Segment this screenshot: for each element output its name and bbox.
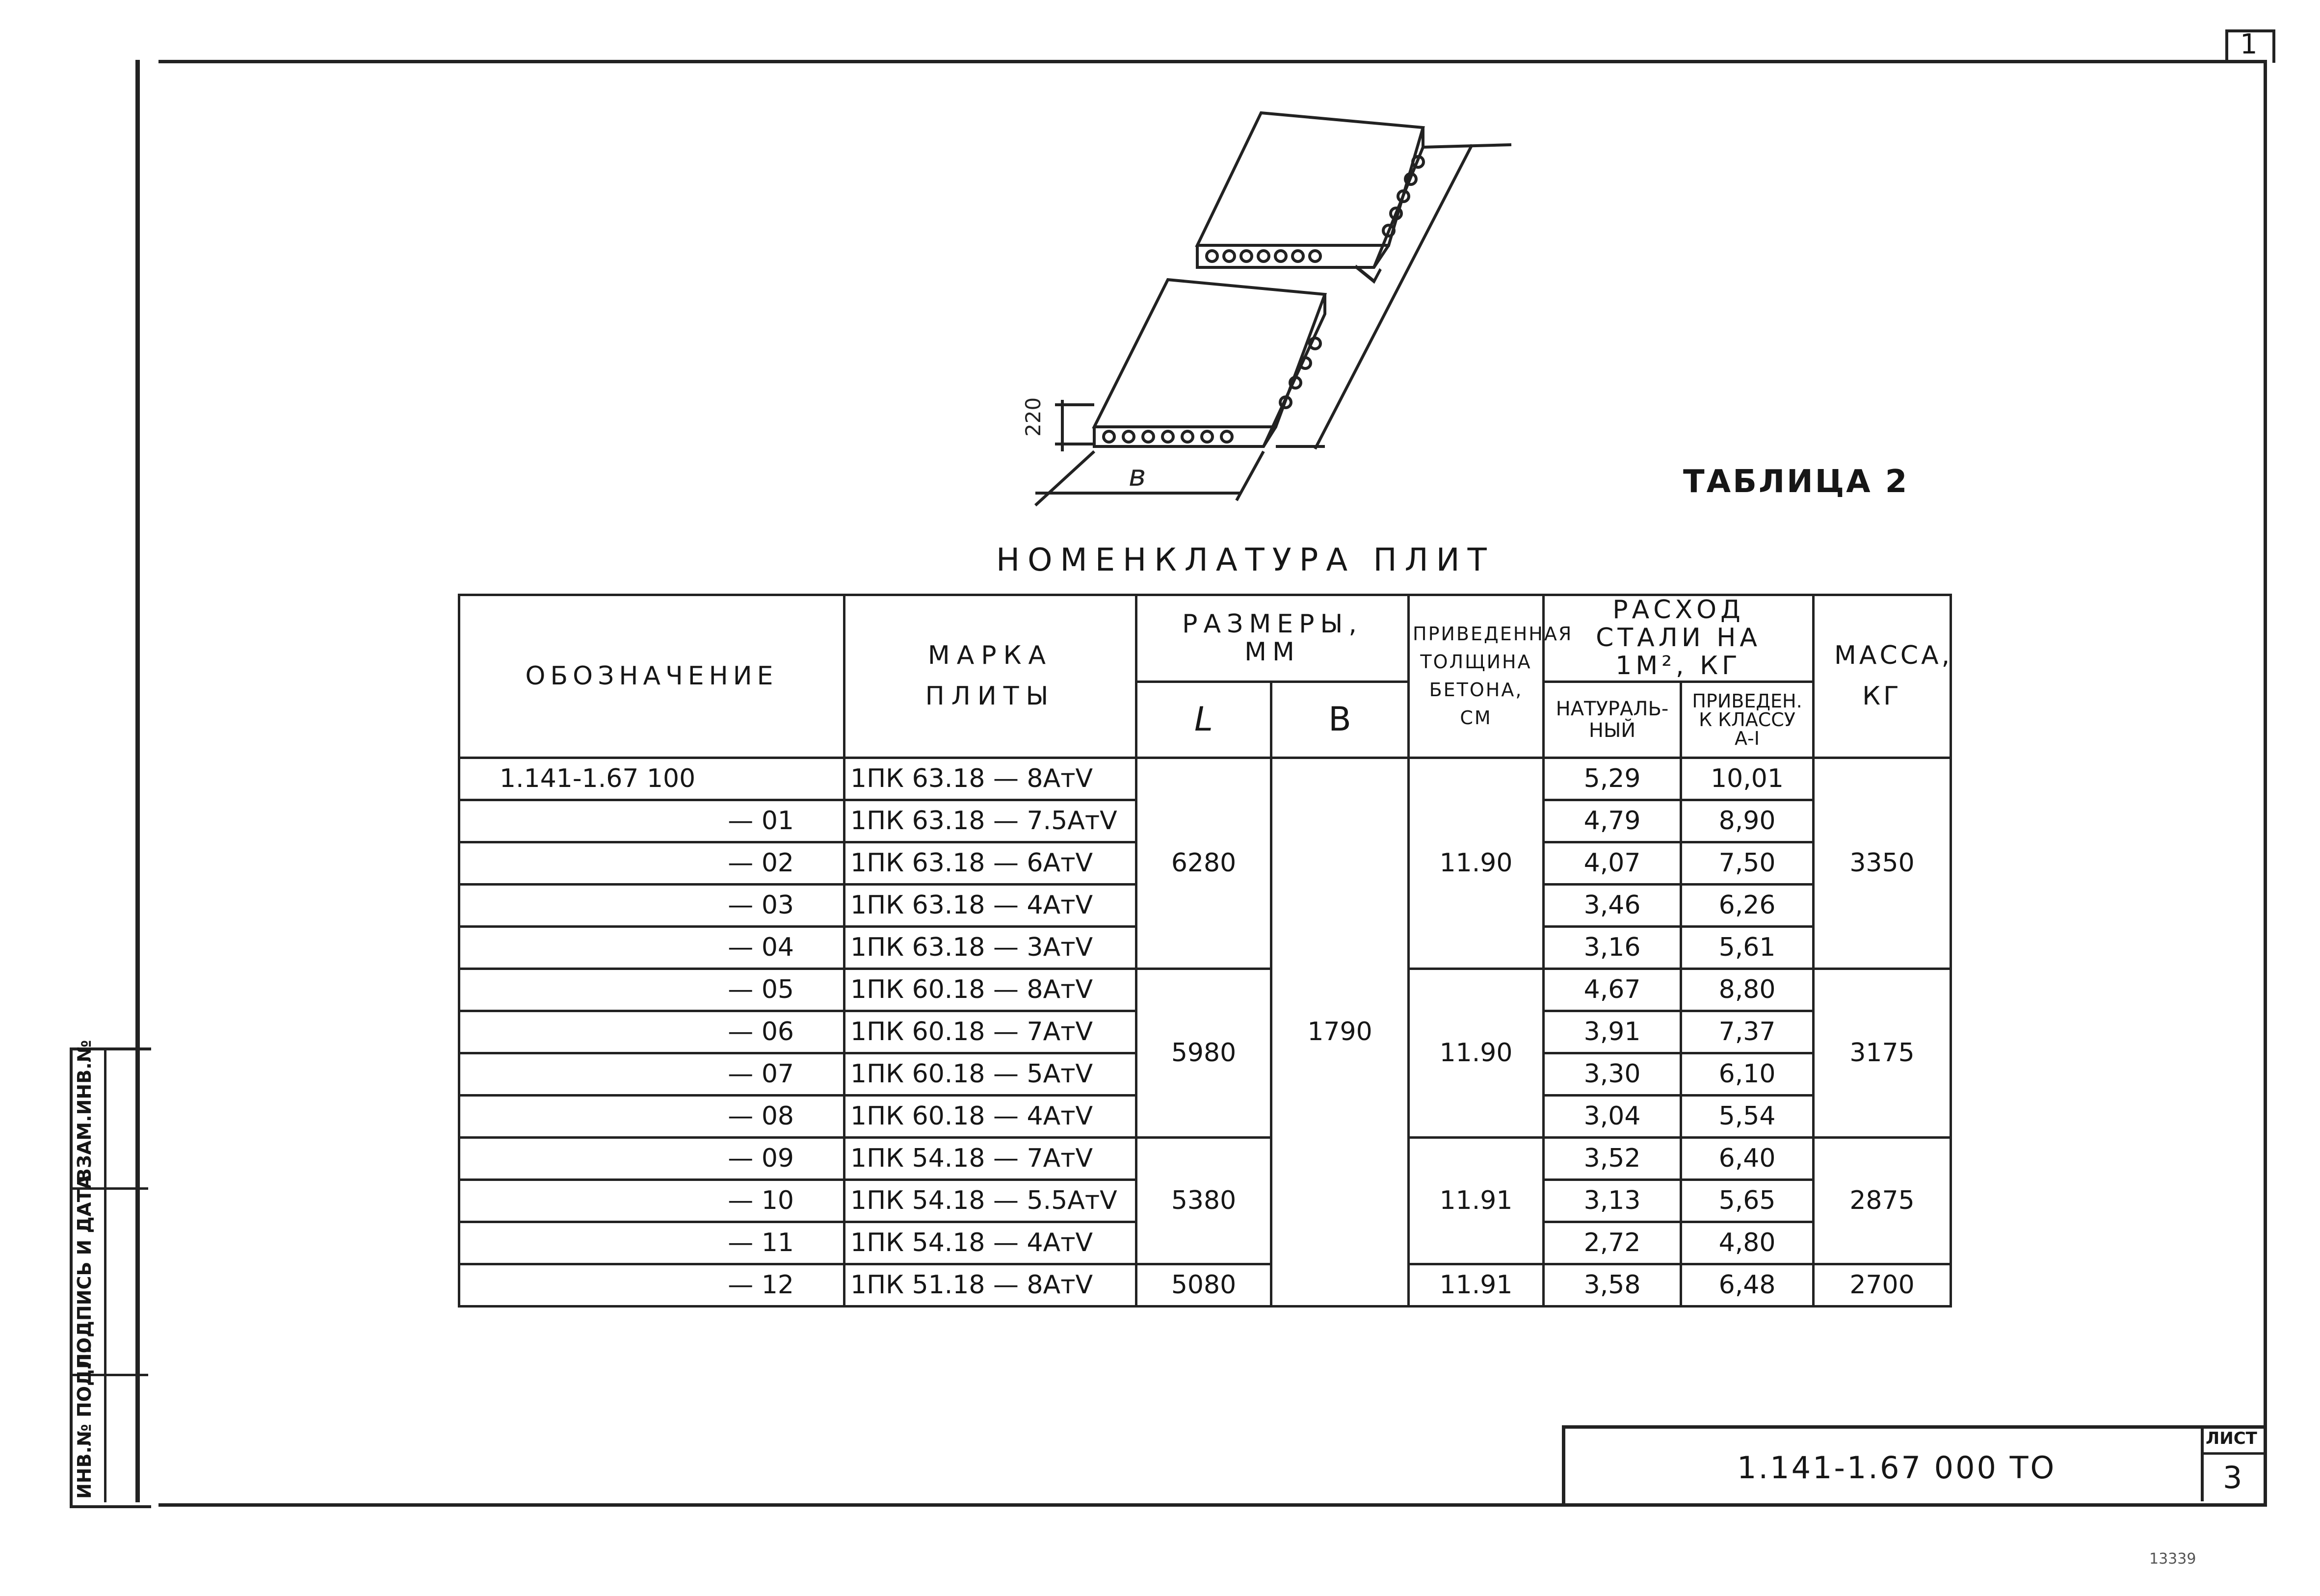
row-steel-nat: 4,07 xyxy=(1544,842,1681,884)
drawing-length-label: L xyxy=(1345,253,1391,288)
row-steel-nat: 4,67 xyxy=(1544,968,1681,1011)
row-designation: — 04 xyxy=(459,926,844,968)
group-thickness: 11.91 xyxy=(1409,1264,1544,1306)
group-thickness: 11.90 xyxy=(1409,968,1544,1137)
row-designation: — 09 xyxy=(459,1137,844,1179)
row-mark: 1ПК 63.18 — 6АтV xyxy=(844,842,1136,884)
row-mark: 1ПК 54.18 — 7АтV xyxy=(844,1137,1136,1179)
header-thickness: ПРИВЕДЕННАЯ ТОЛЩИНА БЕТОНА, СМ xyxy=(1409,595,1544,758)
group-mass: 2700 xyxy=(1814,1264,1951,1306)
group-L: 5380 xyxy=(1136,1137,1271,1264)
table-label: ТАБЛИЦА 2 xyxy=(1683,464,1909,500)
row-mark: 1ПК 51.18 — 8АтV xyxy=(844,1264,1136,1306)
width-B: 1790 xyxy=(1271,758,1409,1306)
row-designation: — 02 xyxy=(459,842,844,884)
sheet-corner-number: 1 xyxy=(2240,28,2258,60)
row-steel-red: 4,80 xyxy=(1681,1222,1814,1264)
nomenclature-table xyxy=(458,594,1952,1308)
table-row xyxy=(459,758,1951,800)
title-block-sheet-label: ЛИСТ xyxy=(2206,1429,2257,1448)
header-size-L: L xyxy=(1136,681,1271,758)
title-block-sheet-number: 3 xyxy=(2223,1460,2242,1495)
drawing-width-label: в xyxy=(1129,459,1146,493)
side-stamp-label-sign: ПОДПИСЬ И ДАТА xyxy=(74,1175,95,1369)
row-mark: 1ПК 63.18 — 3АтV xyxy=(844,926,1136,968)
header-mass: МАССА, КГ xyxy=(1814,595,1951,758)
header-size-B: В xyxy=(1271,681,1409,758)
row-steel-red: 8,90 xyxy=(1681,800,1814,842)
row-steel-nat: 3,13 xyxy=(1544,1179,1681,1222)
side-stamp-label-vzam: ВЗАМ.ИНВ.№ xyxy=(74,1040,95,1182)
row-steel-nat: 3,30 xyxy=(1544,1053,1681,1095)
row-mark: 1ПК 63.18 — 7.5АтV xyxy=(844,800,1136,842)
row-mark: 1ПК 54.18 — 5.5АтV xyxy=(844,1179,1136,1222)
row-designation: — 08 xyxy=(459,1095,844,1137)
group-L: 5080 xyxy=(1136,1264,1271,1306)
row-steel-nat: 3,52 xyxy=(1544,1137,1681,1179)
row-steel-red: 7,37 xyxy=(1681,1011,1814,1053)
row-steel-red: 6,26 xyxy=(1681,884,1814,926)
row-steel-nat: 3,91 xyxy=(1544,1011,1681,1053)
corner-mark: 13339 xyxy=(2149,1550,2196,1568)
row-steel-red: 7,50 xyxy=(1681,842,1814,884)
row-steel-red: 5,61 xyxy=(1681,926,1814,968)
row-steel-red: 5,65 xyxy=(1681,1179,1814,1222)
row-mark: 1ПК 60.18 — 4АтV xyxy=(844,1095,1136,1137)
row-steel-nat: 3,58 xyxy=(1544,1264,1681,1306)
row-designation: — 01 xyxy=(459,800,844,842)
table-row xyxy=(459,968,1951,1011)
row-designation: — 06 xyxy=(459,1011,844,1053)
row-steel-red: 6,10 xyxy=(1681,1053,1814,1095)
group-mass: 3175 xyxy=(1814,968,1951,1137)
group-L: 6280 xyxy=(1136,758,1271,968)
row-designation: — 10 xyxy=(459,1179,844,1222)
row-mark: 1ПК 63.18 — 8АтV xyxy=(844,758,1136,800)
row-designation: — 12 xyxy=(459,1264,844,1306)
row-designation: — 07 xyxy=(459,1053,844,1095)
row-mark: 1ПК 60.18 — 8АтV xyxy=(844,968,1136,1011)
header-mark: МАРКА ПЛИТЫ xyxy=(844,595,1136,758)
row-designation: — 05 xyxy=(459,968,844,1011)
row-mark: 1ПК 63.18 — 4АтV xyxy=(844,884,1136,926)
drawing-height-label: 220 xyxy=(1021,397,1045,437)
group-mass: 3350 xyxy=(1814,758,1951,968)
row-steel-red: 10,01 xyxy=(1681,758,1814,800)
row-designation: 1.141-1.67 100 xyxy=(459,758,844,800)
title-block-doc-code: 1.141-1.67 000 ТО xyxy=(1737,1450,2056,1486)
header-sizes: РАЗМЕРЫ, ММ xyxy=(1136,595,1409,682)
row-steel-nat: 5,29 xyxy=(1544,758,1681,800)
header-steel-nat: НАТУРАЛЬ-НЫЙ xyxy=(1544,681,1681,758)
header-steel: РАСХОД СТАЛИ НА 1М², КГ xyxy=(1544,595,1814,682)
row-steel-nat: 4,79 xyxy=(1544,800,1681,842)
row-steel-red: 8,80 xyxy=(1681,968,1814,1011)
row-steel-nat: 3,16 xyxy=(1544,926,1681,968)
row-mark: 1ПК 60.18 — 5АтV xyxy=(844,1053,1136,1095)
group-thickness: 11.90 xyxy=(1409,758,1544,968)
table-title: НОМЕНКЛАТУРА ПЛИТ xyxy=(996,542,1495,578)
row-steel-red: 6,40 xyxy=(1681,1137,1814,1179)
row-steel-nat: 3,04 xyxy=(1544,1095,1681,1137)
row-designation: — 03 xyxy=(459,884,844,926)
row-steel-red: 5,54 xyxy=(1681,1095,1814,1137)
row-designation: — 11 xyxy=(459,1222,844,1264)
row-mark: 1ПК 60.18 — 7АтV xyxy=(844,1011,1136,1053)
table-row xyxy=(459,1264,1951,1306)
row-steel-nat: 3,46 xyxy=(1544,884,1681,926)
table-row xyxy=(459,1137,1951,1179)
group-mass: 2875 xyxy=(1814,1137,1951,1264)
side-stamp-label-inv: ИНВ.№ ПОДЛ. xyxy=(74,1347,95,1499)
header-steel-red: ПРИВЕДЕН. К КЛАССУ А-I xyxy=(1681,681,1814,758)
group-thickness: 11.91 xyxy=(1409,1137,1544,1264)
group-L: 5980 xyxy=(1136,968,1271,1137)
slab-drawing xyxy=(981,98,1570,530)
row-steel-red: 6,48 xyxy=(1681,1264,1814,1306)
header-designation: ОБОЗНАЧЕНИЕ xyxy=(459,595,844,758)
row-steel-nat: 2,72 xyxy=(1544,1222,1681,1264)
row-mark: 1ПК 54.18 — 4АтV xyxy=(844,1222,1136,1264)
